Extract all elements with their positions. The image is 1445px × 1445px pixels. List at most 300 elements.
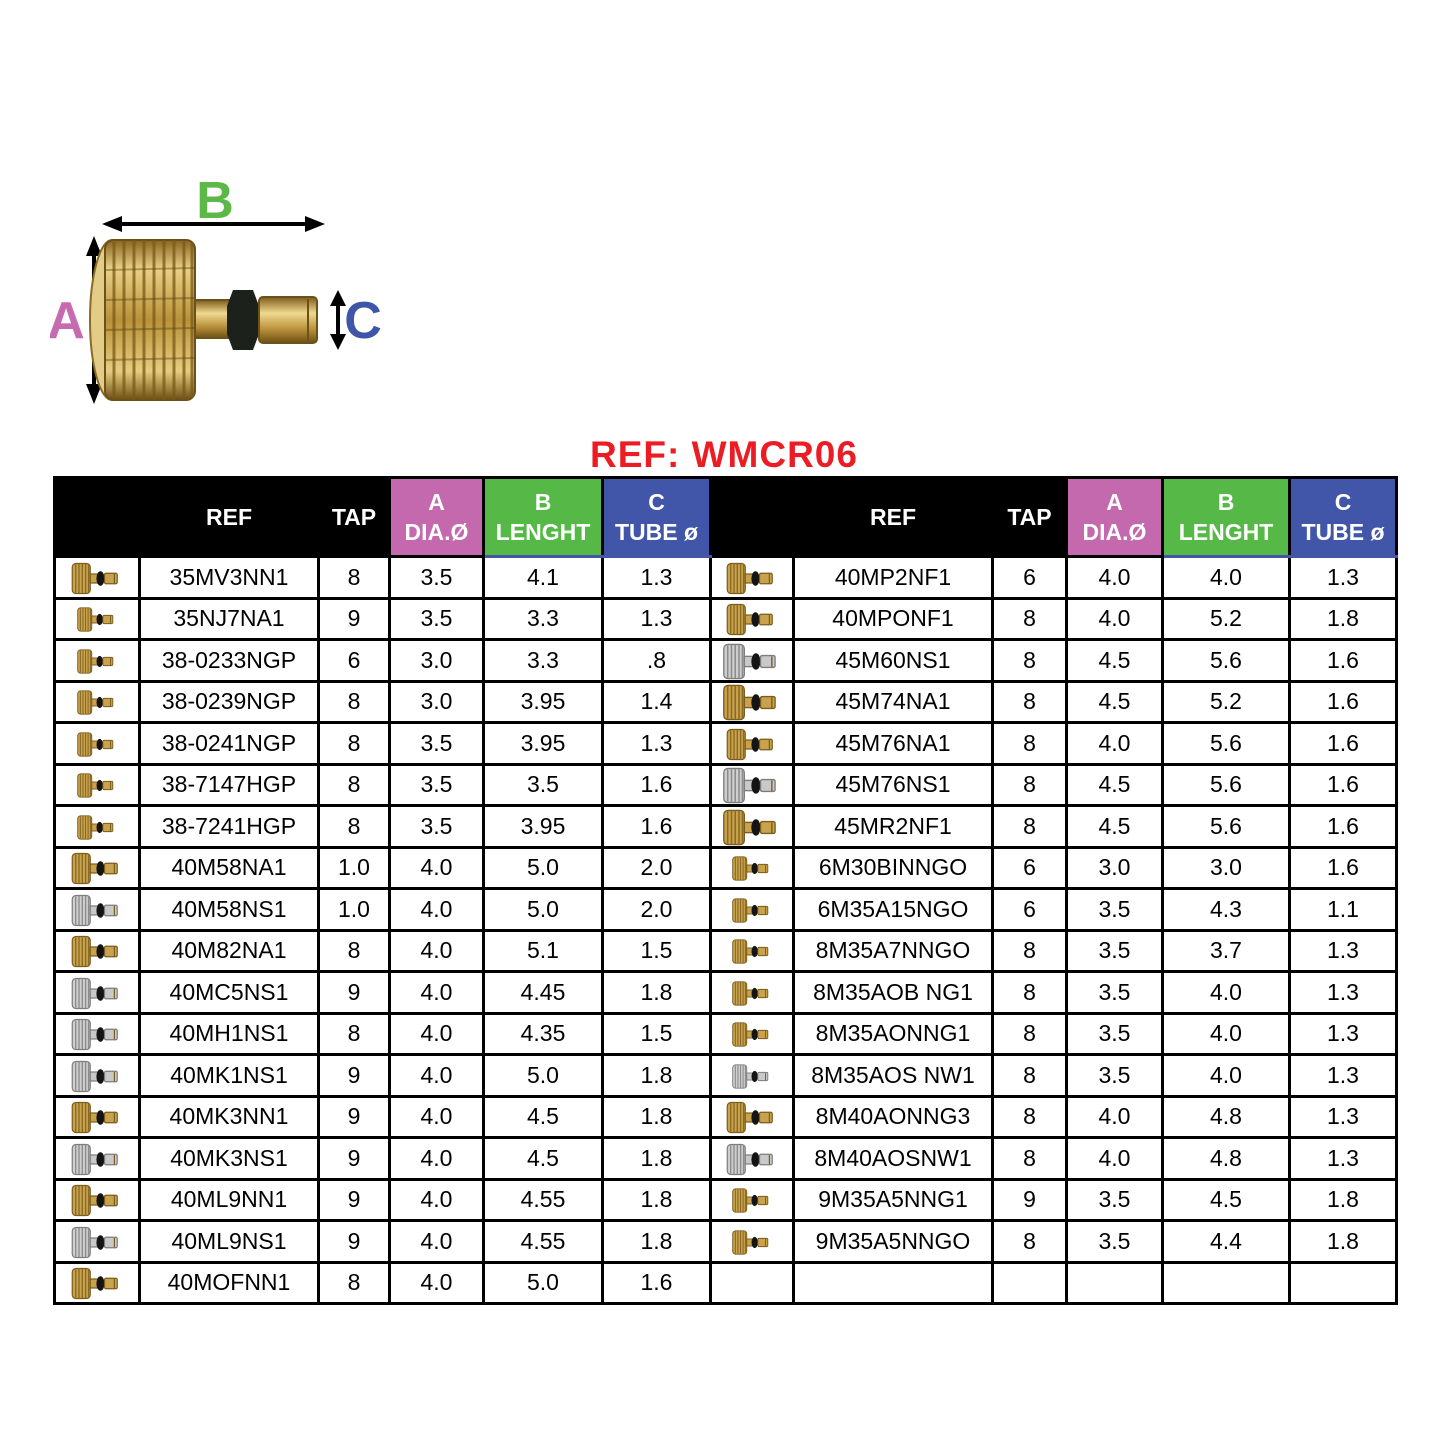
crown-image-cell — [55, 640, 140, 682]
b-cell: 3.3 — [484, 598, 603, 640]
header-b-letter: B — [1217, 489, 1235, 515]
tap-cell: 8 — [993, 598, 1067, 640]
crown-thumbnail-icon — [70, 894, 124, 927]
ref-cell: 8M40AOSNW1 — [794, 1138, 993, 1180]
c-cell: 1.8 — [603, 1055, 711, 1097]
tap-cell: 8 — [319, 764, 390, 806]
tap-cell: 8 — [319, 806, 390, 848]
b-cell: 4.5 — [1163, 1179, 1290, 1221]
crown-thumbnail-icon — [725, 562, 779, 595]
header-tap-right: TAP — [993, 478, 1067, 557]
a-cell: 4.0 — [390, 1221, 484, 1263]
crown-image-cell — [711, 1179, 794, 1221]
table-row — [55, 764, 1397, 806]
a-cell: 4.0 — [390, 972, 484, 1014]
c-cell: .8 — [603, 640, 711, 682]
table-header-row — [55, 478, 1397, 557]
c-cell: 1.3 — [1290, 1055, 1397, 1097]
a-cell: 4.0 — [1067, 723, 1163, 765]
tap-cell: 6 — [993, 889, 1067, 931]
crown-image-cell — [55, 1138, 140, 1180]
crown-image-cell — [711, 723, 794, 765]
crown-thumbnail-icon — [70, 852, 124, 885]
header-b-length-label: LENGHT — [1178, 519, 1274, 545]
c-cell: 1.8 — [1290, 1221, 1397, 1263]
a-cell: 3.0 — [1067, 847, 1163, 889]
b-cell: 4.8 — [1163, 1096, 1290, 1138]
a-cell: 4.0 — [1067, 598, 1163, 640]
a-cell: 4.5 — [1067, 806, 1163, 848]
tap-cell: 8 — [993, 681, 1067, 723]
crown-image-cell — [55, 1096, 140, 1138]
b-cell: 3.95 — [484, 806, 603, 848]
tap-cell: 8 — [993, 930, 1067, 972]
header-tap-left: TAP — [319, 478, 390, 557]
ref-cell: 38-0241NGP — [140, 723, 319, 765]
header-a-letter: A — [428, 489, 445, 515]
table-row — [55, 1055, 1397, 1097]
c-cell: 1.5 — [603, 930, 711, 972]
label-a: A — [50, 292, 85, 350]
page-title: REF: WMCR06 — [590, 434, 858, 475]
c-cell: 2.0 — [603, 889, 711, 931]
crown-diagram — [50, 178, 395, 423]
c-cell: 1.8 — [603, 1221, 711, 1263]
c-cell: 1.3 — [1290, 972, 1397, 1014]
header-a-dia-label: DIA.Ø — [1082, 519, 1147, 545]
crown-image-cell — [711, 1055, 794, 1097]
table-row — [55, 1179, 1397, 1221]
a-cell: 3.5 — [390, 598, 484, 640]
b-cell: 3.0 — [1163, 847, 1290, 889]
crown-thumbnail-icon — [721, 642, 783, 680]
tap-cell: 6 — [993, 557, 1067, 599]
a-cell: 4.0 — [390, 1096, 484, 1138]
ref-cell: 38-7241HGP — [140, 806, 319, 848]
table-row — [55, 1138, 1397, 1180]
ref-cell: 40M58NA1 — [140, 847, 319, 889]
a-cell: 4.0 — [390, 1013, 484, 1055]
ref-cell: 45M60NS1 — [794, 640, 993, 682]
crown-head — [90, 240, 195, 400]
crown-image-cell — [55, 806, 140, 848]
crown-thumbnail-icon — [731, 980, 773, 1006]
c-cell: 1.6 — [1290, 681, 1397, 723]
tap-cell — [993, 1262, 1067, 1304]
crown-image-cell — [55, 764, 140, 806]
c-cell: 1.8 — [1290, 1179, 1397, 1221]
tap-cell: 9 — [319, 972, 390, 1014]
table-row — [55, 598, 1397, 640]
crown-image-cell — [55, 889, 140, 931]
c-cell: 1.3 — [1290, 1138, 1397, 1180]
crown-thumbnail-icon — [76, 731, 118, 757]
crown-thumbnail-icon — [76, 648, 118, 674]
crown-thumbnail-icon — [731, 1022, 773, 1048]
crown-thumbnail-icon — [76, 607, 118, 633]
c-cell: 1.3 — [1290, 930, 1397, 972]
c-cell: 1.6 — [1290, 806, 1397, 848]
a-cell: 4.0 — [390, 930, 484, 972]
crown-image-cell — [55, 1055, 140, 1097]
crown-thumbnail-icon — [731, 1063, 773, 1089]
ref-cell: 45M74NA1 — [794, 681, 993, 723]
crown-thumbnail-icon — [725, 1143, 779, 1176]
c-cell: 1.4 — [603, 681, 711, 723]
a-cell: 3.5 — [390, 764, 484, 806]
c-cell: 2.0 — [603, 847, 711, 889]
crown-image-cell — [55, 598, 140, 640]
a-cell: 3.5 — [390, 557, 484, 599]
crown-image-cell — [711, 1138, 794, 1180]
tap-cell: 8 — [993, 1138, 1067, 1180]
table-row — [55, 1013, 1397, 1055]
ref-cell: 45M76NS1 — [794, 764, 993, 806]
table-row — [55, 1262, 1397, 1304]
a-cell: 4.0 — [1067, 1096, 1163, 1138]
crown-thumbnail-icon — [70, 562, 124, 595]
header-b-length-right — [1163, 478, 1290, 557]
ref-cell: 40MK1NS1 — [140, 1055, 319, 1097]
a-cell: 4.0 — [390, 847, 484, 889]
crown-image-cell — [55, 1262, 140, 1304]
c-cell: 1.6 — [1290, 847, 1397, 889]
b-cell: 3.95 — [484, 681, 603, 723]
crown-image-cell — [55, 681, 140, 723]
header-c-tube-right — [1290, 478, 1397, 557]
c-cell: 1.3 — [603, 723, 711, 765]
crown-image-cell — [55, 930, 140, 972]
a-cell: 4.0 — [1067, 1138, 1163, 1180]
crown-image-cell — [711, 557, 794, 599]
table-row — [55, 847, 1397, 889]
b-cell: 4.55 — [484, 1221, 603, 1263]
crown-thumbnail-icon — [76, 814, 118, 840]
tap-cell: 9 — [319, 1055, 390, 1097]
b-cell: 4.0 — [1163, 1013, 1290, 1055]
b-cell — [1163, 1262, 1290, 1304]
header-image-col-right — [711, 478, 794, 557]
tap-cell: 8 — [993, 1013, 1067, 1055]
b-cell: 5.2 — [1163, 598, 1290, 640]
ref-cell: 40MPONF1 — [794, 598, 993, 640]
table-row — [55, 723, 1397, 765]
b-cell: 4.0 — [1163, 1055, 1290, 1097]
header-c-tube-label: TUBE ø — [614, 519, 699, 545]
header-a-dia-label: DIA.Ø — [404, 519, 469, 545]
b-cell: 4.3 — [1163, 889, 1290, 931]
c-cell: 1.8 — [603, 1138, 711, 1180]
ref-cell: 38-7147HGP — [140, 764, 319, 806]
tap-cell: 1.0 — [319, 889, 390, 931]
ref-cell: 9M35A5NNGO — [794, 1221, 993, 1263]
b-cell: 5.0 — [484, 847, 603, 889]
ref-cell: 40MP2NF1 — [794, 557, 993, 599]
tap-cell: 9 — [993, 1179, 1067, 1221]
table-row — [55, 930, 1397, 972]
crown-image-cell — [711, 847, 794, 889]
a-cell: 3.0 — [390, 640, 484, 682]
a-cell: 3.5 — [1067, 972, 1163, 1014]
crown-thumbnail-icon — [70, 1267, 124, 1300]
c-cell: 1.6 — [603, 1262, 711, 1304]
crown-thumbnail-icon — [76, 773, 118, 799]
crown-image-cell — [711, 1013, 794, 1055]
table-row — [55, 557, 1397, 599]
ref-cell: 40MOFNN1 — [140, 1262, 319, 1304]
a-cell: 4.0 — [390, 1179, 484, 1221]
crown-thumbnail-icon — [70, 1101, 124, 1134]
c-cell: 1.6 — [1290, 640, 1397, 682]
crown-image-cell — [55, 723, 140, 765]
a-cell: 3.5 — [1067, 930, 1163, 972]
b-cell: 5.6 — [1163, 723, 1290, 765]
ref-cell: 8M35AOB NG1 — [794, 972, 993, 1014]
a-cell: 4.5 — [1067, 764, 1163, 806]
crown-image-cell — [711, 1262, 794, 1304]
tap-cell: 8 — [319, 681, 390, 723]
b-cell: 4.4 — [1163, 1221, 1290, 1263]
b-cell: 5.1 — [484, 930, 603, 972]
table-row — [55, 681, 1397, 723]
crown-image-cell — [711, 806, 794, 848]
tap-cell: 8 — [993, 723, 1067, 765]
tap-cell: 1.0 — [319, 847, 390, 889]
a-cell: 4.0 — [390, 1138, 484, 1180]
c-cell: 1.3 — [1290, 1096, 1397, 1138]
crown-thumbnail-icon — [70, 1184, 124, 1217]
crown-thumbnail-icon — [70, 1018, 124, 1051]
crown-thumbnail-icon — [70, 977, 124, 1010]
b-cell: 4.5 — [484, 1138, 603, 1180]
b-cell: 5.0 — [484, 1262, 603, 1304]
tap-cell: 8 — [319, 557, 390, 599]
tap-cell: 8 — [993, 972, 1067, 1014]
header-b-length-left — [484, 478, 603, 557]
tap-cell: 8 — [993, 640, 1067, 682]
header-b-length-label: LENGHT — [495, 519, 591, 545]
a-cell: 3.5 — [1067, 1221, 1163, 1263]
a-cell: 3.5 — [1067, 1013, 1163, 1055]
a-cell: 3.5 — [1067, 1179, 1163, 1221]
crown-thumbnail-icon — [725, 603, 779, 636]
header-a-dia-left — [390, 478, 484, 557]
header-c-tube-left — [603, 478, 711, 557]
a-cell: 3.5 — [1067, 889, 1163, 931]
crown-spec-table — [53, 476, 1398, 1305]
ref-cell: 45M76NA1 — [794, 723, 993, 765]
crown-image-cell — [711, 640, 794, 682]
b-cell: 4.0 — [1163, 972, 1290, 1014]
crown-image-cell — [711, 930, 794, 972]
c-cell: 1.5 — [603, 1013, 711, 1055]
tap-cell: 8 — [993, 1055, 1067, 1097]
crown-thumbnail-icon — [70, 935, 124, 968]
table-row — [55, 1221, 1397, 1263]
b-cell: 5.6 — [1163, 806, 1290, 848]
ref-cell: 35MV3NN1 — [140, 557, 319, 599]
c-cell: 1.3 — [603, 557, 711, 599]
table-row — [55, 640, 1397, 682]
crown-thumbnail-icon — [721, 684, 783, 722]
tap-cell: 6 — [319, 640, 390, 682]
header-a-letter: A — [1106, 489, 1123, 515]
crown-thumbnail-icon — [76, 690, 118, 716]
crown-image-cell — [711, 764, 794, 806]
b-cell: 5.6 — [1163, 640, 1290, 682]
crown-image-cell — [711, 681, 794, 723]
crown-image-cell — [711, 889, 794, 931]
ref-cell: 6M30BINNGO — [794, 847, 993, 889]
table-row — [55, 889, 1397, 931]
c-cell: 1.8 — [603, 972, 711, 1014]
ref-cell: 40M58NS1 — [140, 889, 319, 931]
ref-cell: 40ML9NN1 — [140, 1179, 319, 1221]
c-cell: 1.6 — [603, 806, 711, 848]
c-cell: 1.3 — [1290, 557, 1397, 599]
b-cell: 4.8 — [1163, 1138, 1290, 1180]
tap-cell: 8 — [319, 930, 390, 972]
a-cell: 3.5 — [390, 806, 484, 848]
crown-image-cell — [55, 557, 140, 599]
crown-o-ring — [227, 290, 259, 350]
ref-cell: 40MK3NN1 — [140, 1096, 319, 1138]
c-cell — [1290, 1262, 1397, 1304]
tap-cell: 8 — [993, 806, 1067, 848]
crown-stem — [195, 300, 231, 338]
ref-cell: 8M35A7NNGO — [794, 930, 993, 972]
a-cell: 4.0 — [1067, 557, 1163, 599]
c-cell: 1.8 — [1290, 598, 1397, 640]
tap-cell: 8 — [319, 1013, 390, 1055]
ref-cell: 45MR2NF1 — [794, 806, 993, 848]
header-ref-left: REF — [140, 478, 319, 557]
a-cell: 4.0 — [390, 889, 484, 931]
crown-thumbnail-icon — [731, 1229, 773, 1255]
ref-cell — [794, 1262, 993, 1304]
tap-cell: 9 — [319, 1221, 390, 1263]
table-row — [55, 972, 1397, 1014]
ref-cell: 8M40AONNG3 — [794, 1096, 993, 1138]
ref-cell: 8M35AONNG1 — [794, 1013, 993, 1055]
crown-thumbnail-icon — [725, 1101, 779, 1134]
ref-cell: 38-0233NGP — [140, 640, 319, 682]
a-cell: 3.5 — [390, 723, 484, 765]
crown-thumbnail-icon — [731, 897, 773, 923]
crown-thumbnail-icon — [725, 728, 779, 761]
crown-thumbnail-icon — [721, 767, 783, 805]
tap-cell: 6 — [993, 847, 1067, 889]
crown-thumbnail-icon — [731, 939, 773, 965]
crown-diagram-art — [50, 178, 395, 423]
header-c-letter: C — [648, 489, 665, 515]
a-cell: 4.5 — [1067, 640, 1163, 682]
tap-cell: 8 — [993, 764, 1067, 806]
tap-cell: 9 — [319, 1138, 390, 1180]
b-cell: 4.55 — [484, 1179, 603, 1221]
table-row — [55, 1096, 1397, 1138]
b-cell: 5.0 — [484, 1055, 603, 1097]
ref-cell: 40M82NA1 — [140, 930, 319, 972]
crown-thumbnail-icon — [70, 1060, 124, 1093]
header-b-letter: B — [534, 489, 552, 515]
header-image-col-left — [55, 478, 140, 557]
crown-thumbnail-icon — [731, 1188, 773, 1214]
tap-cell: 9 — [319, 1096, 390, 1138]
tap-cell: 8 — [993, 1221, 1067, 1263]
crown-image-cell — [55, 1221, 140, 1263]
ref-cell: 35NJ7NA1 — [140, 598, 319, 640]
crown-image-cell — [711, 598, 794, 640]
b-cell: 5.2 — [1163, 681, 1290, 723]
tap-cell: 9 — [319, 1179, 390, 1221]
ref-cell: 9M35A5NNG1 — [794, 1179, 993, 1221]
label-c: C — [344, 292, 382, 350]
crown-image-cell — [55, 1013, 140, 1055]
b-cell: 3.95 — [484, 723, 603, 765]
crown-thumbnail-icon — [70, 1226, 124, 1259]
crown-thumbnail-icon — [731, 856, 773, 882]
header-c-tube-label: TUBE ø — [1301, 519, 1385, 545]
b-cell: 3.7 — [1163, 930, 1290, 972]
crown-tube — [259, 297, 317, 343]
crown-image-cell — [55, 972, 140, 1014]
a-cell: 3.0 — [390, 681, 484, 723]
crown-image-cell — [55, 1179, 140, 1221]
b-cell: 4.45 — [484, 972, 603, 1014]
tap-cell: 8 — [319, 1262, 390, 1304]
header-a-dia-right — [1067, 478, 1163, 557]
crown-image-cell — [55, 847, 140, 889]
a-cell — [1067, 1262, 1163, 1304]
ref-cell: 38-0239NGP — [140, 681, 319, 723]
tap-cell: 9 — [319, 598, 390, 640]
a-cell: 4.0 — [390, 1262, 484, 1304]
b-cell: 3.5 — [484, 764, 603, 806]
crown-image-cell — [711, 1221, 794, 1263]
crown-image-cell — [711, 972, 794, 1014]
ref-cell: 40MH1NS1 — [140, 1013, 319, 1055]
b-cell: 5.0 — [484, 889, 603, 931]
crown-image-cell — [711, 1096, 794, 1138]
b-cell: 4.0 — [1163, 557, 1290, 599]
ref-cell: 8M35AOS NW1 — [794, 1055, 993, 1097]
label-b: B — [196, 178, 234, 230]
c-cell: 1.6 — [1290, 723, 1397, 765]
tap-cell: 8 — [993, 1096, 1067, 1138]
b-cell: 4.1 — [484, 557, 603, 599]
b-cell: 5.6 — [1163, 764, 1290, 806]
c-cell: 1.6 — [603, 764, 711, 806]
table-row — [55, 806, 1397, 848]
c-cell: 1.3 — [1290, 1013, 1397, 1055]
a-cell: 4.5 — [1067, 681, 1163, 723]
b-cell: 3.3 — [484, 640, 603, 682]
ref-cell: 40MC5NS1 — [140, 972, 319, 1014]
ref-cell: 40MK3NS1 — [140, 1138, 319, 1180]
crown-thumbnail-icon — [721, 808, 783, 846]
c-cell: 1.8 — [603, 1179, 711, 1221]
a-cell: 3.5 — [1067, 1055, 1163, 1097]
c-cell: 1.6 — [1290, 764, 1397, 806]
c-cell: 1.3 — [603, 598, 711, 640]
b-cell: 4.5 — [484, 1096, 603, 1138]
c-cell: 1.8 — [603, 1096, 711, 1138]
c-cell: 1.1 — [1290, 889, 1397, 931]
tap-cell: 8 — [319, 723, 390, 765]
header-c-letter: C — [1334, 489, 1352, 515]
header-ref-right: REF — [794, 478, 993, 557]
